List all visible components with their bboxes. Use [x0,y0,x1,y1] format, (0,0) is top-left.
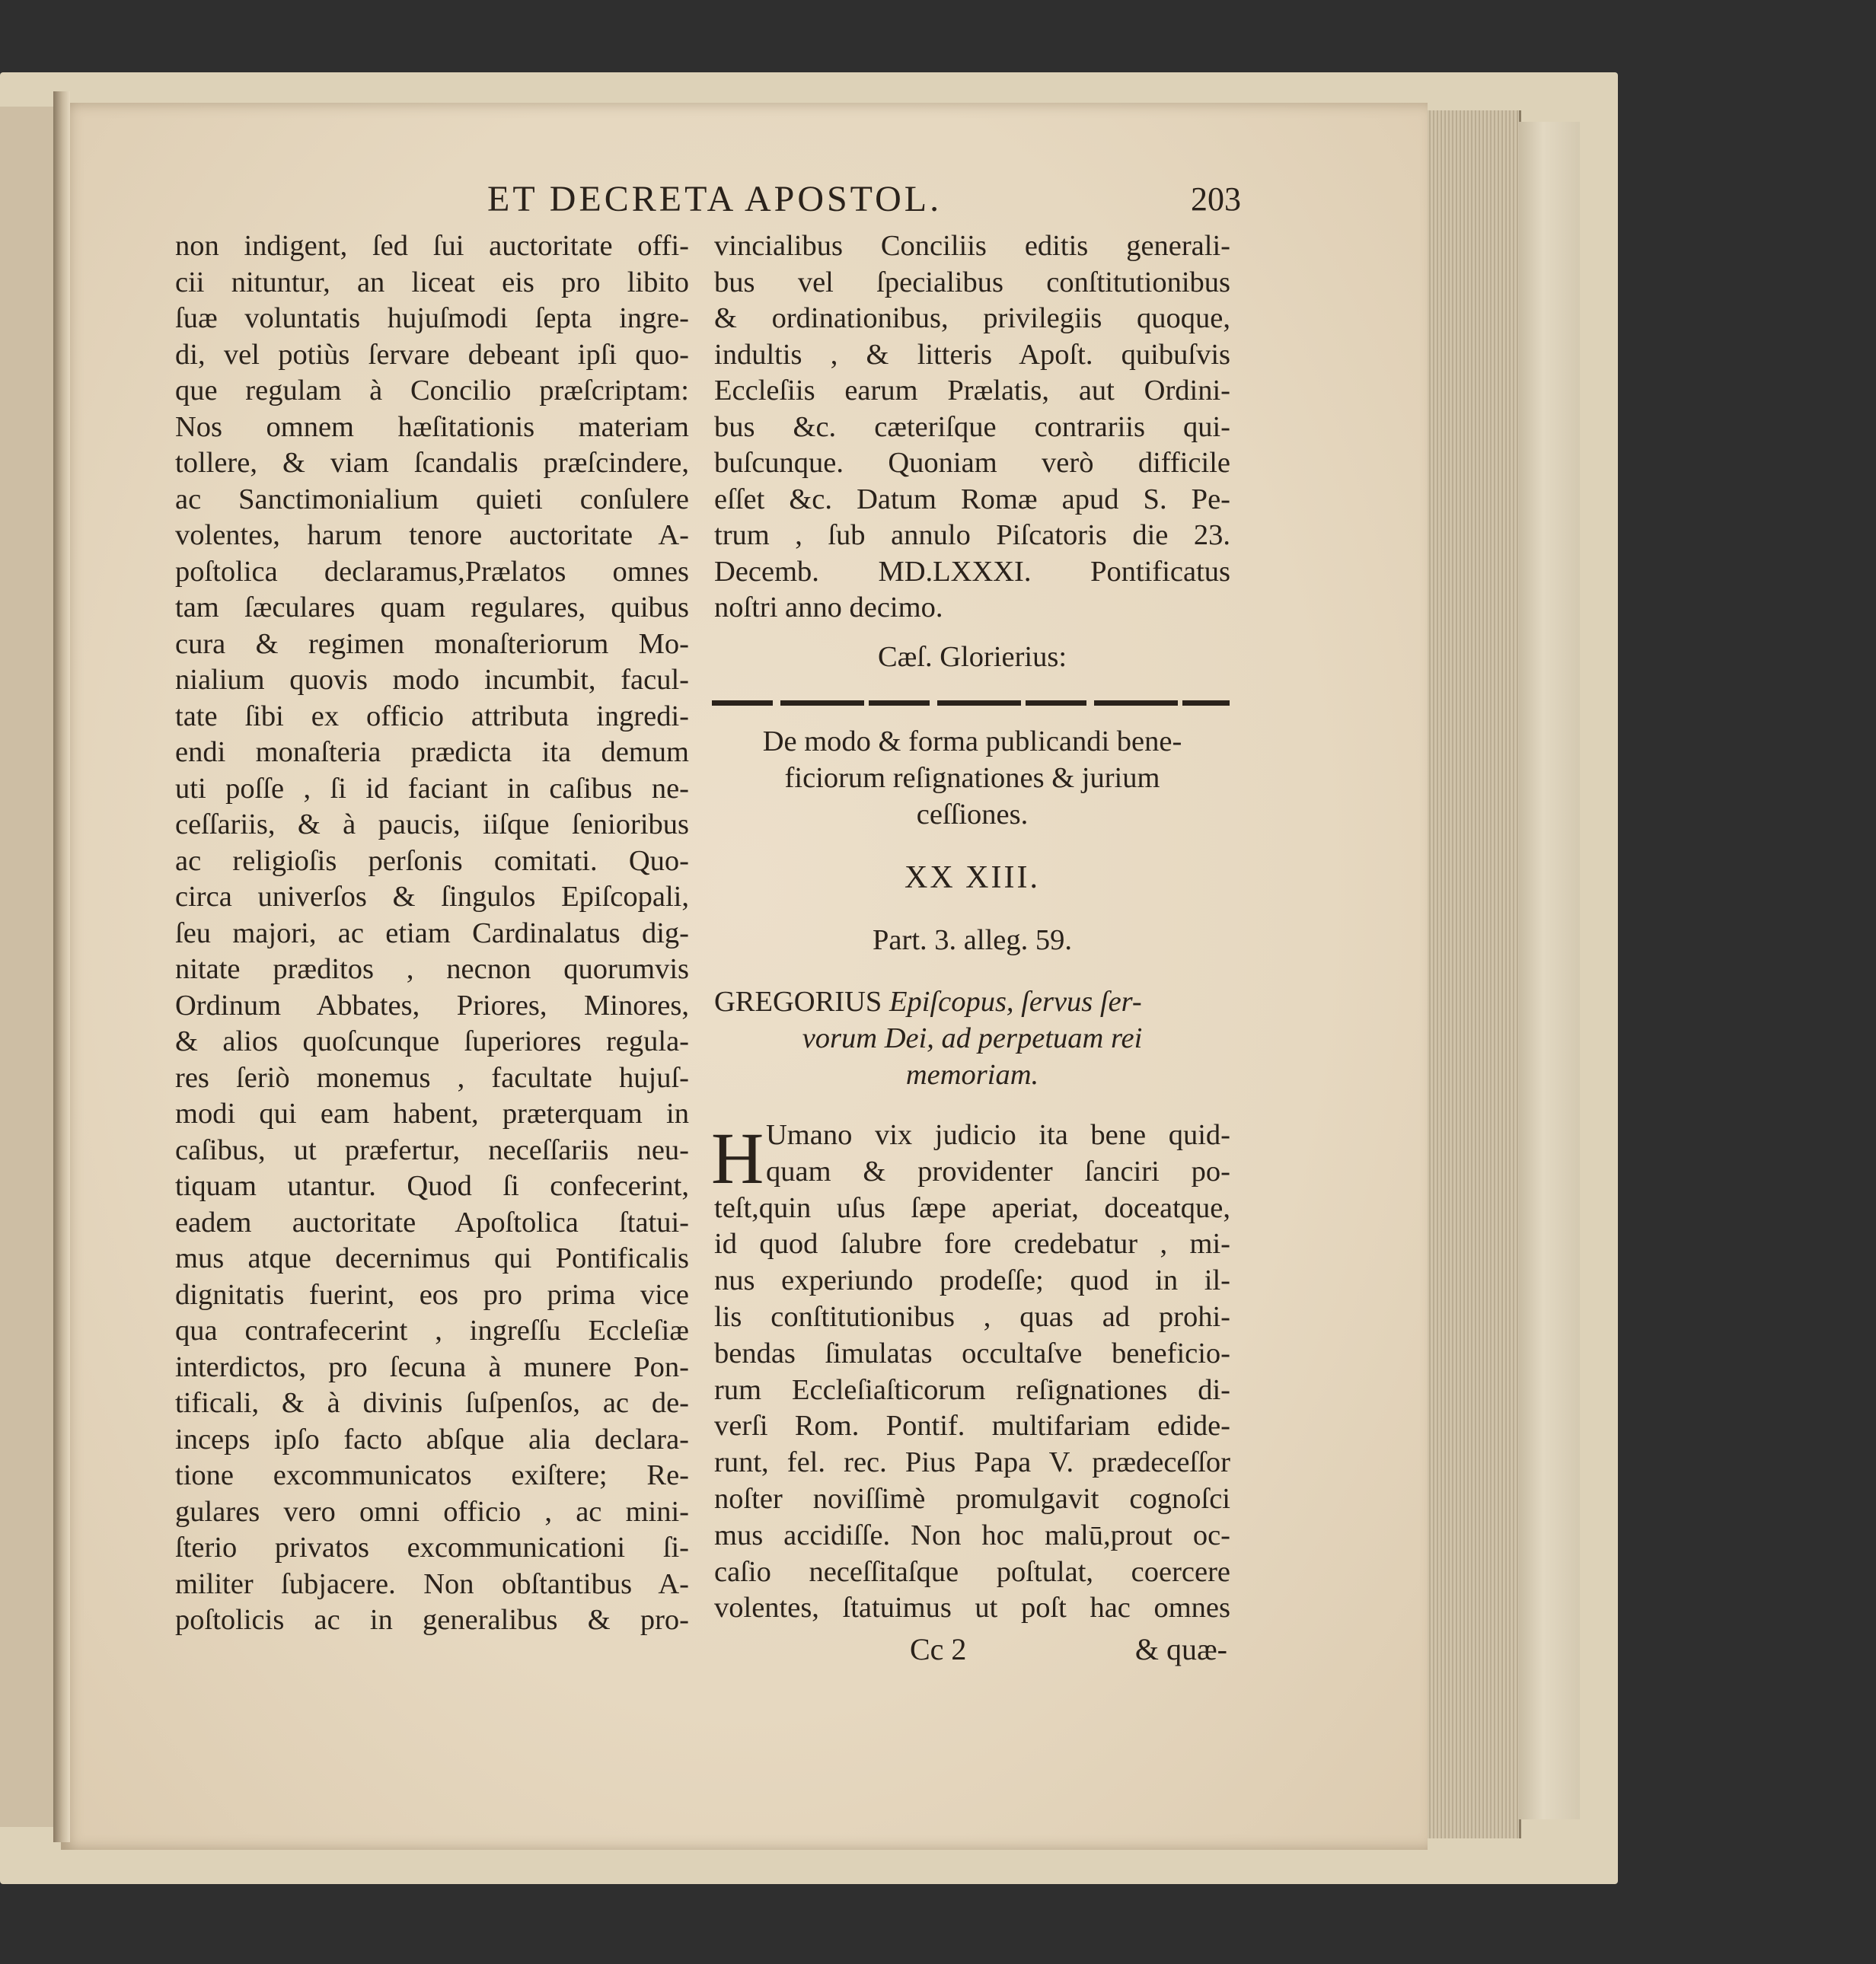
text-line: di, vel potiùs ſervare debeant ipſi quo- [175,338,689,371]
drop-cap: H [711,1118,764,1199]
bull-text [714,1118,1230,1627]
text-line: gulares vero omni officio , ac mini- [175,1495,689,1528]
text-line: tiquam utantur. Quod ſi confecerint, [175,1170,689,1202]
text-line: volentes, ſtatuimus ut poſt hac omnes [714,1592,1230,1624]
text-line: tollere, & viam ſcandalis præſcindere, [175,447,689,479]
text-line: Nos omnem hæſitationis materiam [175,410,689,443]
intitulatio-line1: Epiſcopus, ſervus ſer- [889,986,1142,1018]
text-line: circa univerſos & ſingulos Epiſcopali, [175,881,689,913]
book-gutter [53,91,70,1842]
text-line: nialium quovis modo incumbit, facul- [175,664,689,696]
text-line: caſibus, ut præfertur, neceſſariis neu- [175,1133,689,1166]
rubric-line: ceſſiones. [916,799,1029,831]
text-line: tate ſibi ex officio attributa ingredi- [175,700,689,732]
text-line: & ordinationibus, privilegiis quoque, [714,302,1230,334]
text-line: bendas ſimulatas occultaſve beneficio- [714,1337,1230,1369]
text-line: dignitatis fuerint, eos pro prima vice [175,1278,689,1311]
catchword: & quæ- [1134,1632,1227,1666]
text-line: Eccleſiis earum Prælatis, aut Ordini- [714,375,1230,407]
text-line: trum , ſub annulo Piſcatoris die 23. [714,519,1230,551]
signature-mark: Cc 2 [910,1632,967,1666]
text-line: militer ſubjacere. Non obſtantibus A- [175,1567,689,1600]
text-line: & alios quoſcunque ſuperiores regula- [175,1025,689,1057]
text-line: Decemb. MD.LXXXI. Pontificatus [714,555,1230,588]
text-line: nitate præditos , necnon quorumvis [175,953,689,985]
cover-edge [1519,122,1580,1819]
left-column [175,228,689,1639]
text-line: poſtolica declaramus,Prælatos omnes [175,555,689,588]
text-line: volentes, harum tenore auctoritate A- [175,519,689,551]
right-column-top [714,228,1230,627]
text-line: verſi Rom. Pontif. multifariam edide- [714,1410,1230,1443]
text-line: uti poſſe , ſi id faciant in caſibus ne- [175,772,689,805]
text-line: tione excommunicatos exiſtere; Re- [175,1459,689,1491]
text-line: ſeu majori, ac etiam Cardinalatus dig- [175,917,689,949]
text-line: runt, fel. rec. Pius Papa V. prædeceſſor [714,1446,1230,1479]
text-line: inceps ipſo facto abſque alia declara- [175,1423,689,1455]
rubric-line: De modo & forma publicandi bene- [762,725,1182,757]
text-line: rum Eccleſiaſticorum reſignationes di- [714,1373,1230,1406]
text-line: mus accidiſſe. Non hoc malū,prout oc- [714,1519,1230,1551]
text-line: teſt,quin uſus ſæpe aperiat, doceatque, [714,1191,1230,1224]
signature: Cæſ. Glorierius: [877,641,1067,673]
text-line: Umano vix judicio ita bene quid- [766,1119,1230,1151]
running-head: ET DECRETA APOSTOL. [487,179,943,219]
text-line: cii nituntur, an liceat eis pro libito [175,266,689,298]
text-line: noſter noviſſimè promulgavit cognoſci [714,1482,1230,1515]
text-line: ac Sanctimonialium quieti conſulere [175,483,689,515]
text-line: vincialibus Conciliis editis generali- [714,230,1230,262]
text-line: endi monaſteria prædicta ita demum [175,736,689,768]
rubric-line: ficiorum reſignationes & jurium [784,762,1160,794]
text-line: eſſet &c. Datum Romæ apud S. Pe- [714,483,1230,515]
text-line: ſuæ voluntatis hujuſmodi ſepta ingre- [175,302,689,334]
text-line: bus &c. cæteriſque contrariis qui- [714,410,1230,443]
text-line: Ordinum Abbates, Priores, Minores, [175,989,689,1022]
text-line: quam & providenter ſanciri po- [766,1155,1230,1188]
text-line: que regulam à Concilio præſcriptam: [175,375,689,407]
section-number: XX XIII. [904,860,1040,895]
text-line: nus experiundo prodeſſe; quod in il- [714,1264,1230,1297]
text-line: cura & regimen monaſteriorum Mo- [175,627,689,660]
allegation: Part. 3. alleg. 59. [873,924,1072,956]
text-line: ceſſariis, & à paucis, iiſque ſenioribus [175,808,689,840]
text-line: eadem auctoritate Apoſtolica ſtatui- [175,1206,689,1239]
text-line: bus vel ſpecialibus conſtitutionibus [714,266,1230,298]
text-line: lis conſtitutionibus , quas ad prohi- [714,1300,1230,1333]
text-line: interdictos, pro ſecuna à munere Pon- [175,1350,689,1383]
page-edges [1420,110,1521,1838]
text-line: noſtri anno decimo. [714,591,943,623]
text-line: non indigent, ſed ſui auctoritate offi- [175,230,689,262]
text-line: qua contrafecerint , ingreſſu Eccleſiæ [175,1315,689,1347]
text-line: ſterio privatos excommunicationi ſi- [175,1532,689,1564]
text-line: modi qui eam habent, præterquam in [175,1098,689,1130]
section-rule [712,700,1230,706]
text-line: caſio neceſſitaſque poſtulat, coercere [714,1555,1230,1588]
text-line: mus atque decernimus qui Pontificalis [175,1242,689,1274]
rubric [714,723,1230,833]
text-line: indultis , & litteris Apoſt. quibuſvis [714,338,1230,371]
intitulatio [714,984,1230,1093]
text-line: tam ſæculares quam regulares, quibus [175,591,689,623]
intitulatio-line3: memoriam. [905,1059,1039,1091]
text-line: buſcunque. Quoniam verò difficile [714,447,1230,479]
text-line: ac religioſis perſonis comitati. Quo- [175,844,689,877]
intitulatio-line2: vorum Dei, ad perpetuam rei [802,1022,1143,1054]
facing-page-edge [0,107,59,1827]
text-line: res ſeriò monemus , facultate hujuſ- [175,1061,689,1094]
text-line: id quod ſalubre fore credebatur , mi- [714,1228,1230,1261]
page-number: 203 [1191,180,1241,218]
text-line: tificali, & à divinis ſuſpenſos, ac de- [175,1387,689,1419]
text-line: poſtolicis ac in generalibus & pro- [175,1604,689,1636]
pope-name: GREGORIUS [714,986,882,1018]
